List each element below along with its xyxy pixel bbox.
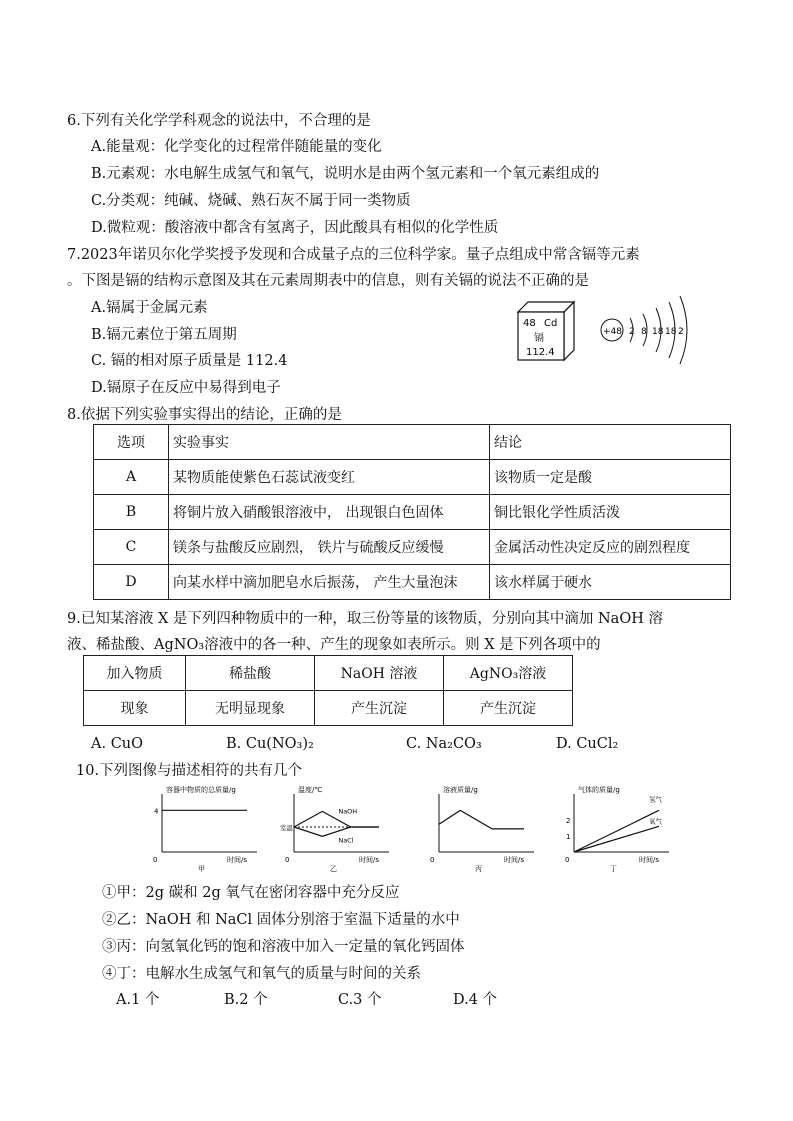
table-cell: 该物质一定是酸 bbox=[490, 460, 731, 495]
series-label: 氧气 bbox=[649, 817, 662, 826]
q9-stem-line1: 9.已知某溶液 X 是下列四种物质中的一种，取三份等量的该物质，分别向其中滴加 NaOH 溶 bbox=[67, 611, 663, 627]
y-axis-label: 容器中物质的总质量/g bbox=[166, 786, 236, 794]
table-cell: 产生沉淀 bbox=[315, 691, 444, 726]
q10-statement-3: ③丙：向氢氧化钙的饱和溶液中加入一定量的氧化钙固体 bbox=[102, 939, 465, 955]
x-axis-label: 时间/s bbox=[504, 856, 525, 864]
chart-jia bbox=[148, 782, 278, 872]
element-card bbox=[518, 302, 574, 360]
q7-option-c: C. 镉的相对原子质量是 112.4 bbox=[91, 353, 288, 369]
q6-option-d: D.微粒观：酸溶液中都含有氢离子，因此酸具有相似的化学性质 bbox=[91, 220, 499, 236]
x-axis-label: 时间/s bbox=[359, 856, 380, 864]
q6-option-b: B.元素观：水电解生成氢气和氧气，说明水是由两个氢元素和一个氧元素组成的 bbox=[91, 166, 600, 182]
table-header-row bbox=[94, 425, 731, 460]
chart-title: 丁 bbox=[610, 865, 617, 872]
origin-label: 0 bbox=[430, 856, 435, 864]
series-line bbox=[574, 826, 659, 852]
table-cell: B bbox=[94, 495, 169, 530]
q9-table bbox=[83, 655, 573, 726]
chart-yi bbox=[280, 782, 410, 872]
chart-bing bbox=[425, 782, 545, 872]
y-tick-label: 4 bbox=[154, 807, 159, 816]
cadmium-figure bbox=[510, 290, 700, 370]
table-header-row bbox=[84, 656, 573, 691]
table-row bbox=[94, 460, 731, 495]
table-cell: D bbox=[94, 565, 169, 600]
element-name: 镉 bbox=[534, 333, 544, 344]
q10-statement-1: ①甲：2g 碳和 2g 氧气在密闭容器中充分反应 bbox=[102, 885, 400, 901]
series-line bbox=[294, 827, 379, 836]
atom-shell-1: 2 bbox=[629, 327, 635, 337]
y-axis-label: 溶液质量/g bbox=[443, 786, 478, 794]
q7-option-d: D.镉原子在反应中易得到电子 bbox=[91, 380, 281, 396]
table-header-cell: 选项 bbox=[94, 425, 169, 460]
table-cell: 镁条与盐酸反应剧烈， 铁片与硫酸反应缓慢 bbox=[169, 530, 490, 565]
table-header-cell: 实验事实 bbox=[169, 425, 490, 460]
table-header-cell: NaOH 溶液 bbox=[315, 656, 444, 691]
q10-option-b: B.2 个 bbox=[224, 992, 268, 1008]
table-header-cell: 加入物质 bbox=[84, 656, 186, 691]
chart-title: 丙 bbox=[475, 865, 482, 872]
table-row bbox=[84, 691, 573, 726]
chart-title: 乙 bbox=[330, 865, 337, 872]
q9-stem-line2: 液、稀盐酸、AgNO₃溶液中的各一种、产生的现象如表所示。则 X 是下列各项中的 bbox=[67, 637, 601, 653]
series-line bbox=[574, 810, 659, 852]
q10-option-c: C.3 个 bbox=[338, 992, 382, 1008]
table-row bbox=[94, 495, 731, 530]
atom-shell-5: 2 bbox=[678, 327, 684, 337]
y-tick-label: 2 bbox=[566, 816, 571, 825]
table-header-cell: AgNO₃溶液 bbox=[444, 656, 573, 691]
atom-shell-3: 18 bbox=[652, 327, 664, 337]
series-label: 氢气 bbox=[649, 795, 662, 804]
element-number: 48 bbox=[523, 318, 536, 329]
q10-option-a: A.1 个 bbox=[116, 992, 160, 1008]
reference-label: 室温 bbox=[280, 824, 293, 832]
table-cell: 无明显现象 bbox=[186, 691, 315, 726]
y-axis-label: 气体的质量/g bbox=[578, 786, 620, 794]
atom-shell-4: 18 bbox=[665, 327, 677, 337]
table-header-cell: 结论 bbox=[490, 425, 731, 460]
chart-title: 甲 bbox=[198, 865, 205, 872]
q7-stem-line2: 。下图是镉的结构示意图及其在元素周期表中的信息，则有关镉的说法不正确的是 bbox=[67, 273, 589, 289]
series-label: NaCl bbox=[338, 836, 354, 845]
q6-option-a: A.能量观：化学变化的过程常伴随能量的变化 bbox=[91, 139, 382, 155]
table-cell: 该水样属于硬水 bbox=[490, 565, 731, 600]
origin-label: 0 bbox=[285, 856, 290, 864]
atom-nucleus: +48 bbox=[603, 327, 622, 337]
q9-option-d: D. CuCl₂ bbox=[556, 736, 619, 752]
atom-shell-2: 8 bbox=[641, 327, 647, 337]
y-axis-label: 温度/℃ bbox=[298, 786, 323, 794]
y-tick-label: 1 bbox=[566, 832, 571, 841]
table-cell: 将铜片放入硝酸银溶液中， 出现银白色固体 bbox=[169, 495, 490, 530]
table-cell: C bbox=[94, 530, 169, 565]
q7-option-b: B.镉元素位于第五周期 bbox=[91, 327, 237, 343]
table-cell: A bbox=[94, 460, 169, 495]
q10-statement-4: ④丁：电解水生成氢气和氧气的质量与时间的关系 bbox=[102, 966, 421, 982]
origin-label: 0 bbox=[565, 856, 570, 864]
table-header-cell: 稀盐酸 bbox=[186, 656, 315, 691]
q8-table bbox=[93, 424, 731, 600]
origin-label: 0 bbox=[153, 856, 158, 864]
element-symbol: Cd bbox=[544, 318, 558, 329]
table-cell: 铜比银化学性质活泼 bbox=[490, 495, 731, 530]
series-line bbox=[294, 811, 379, 827]
table-cell: 向某水样中滴加肥皂水后振荡， 产生大量泡沫 bbox=[169, 565, 490, 600]
q10-statement-2: ②乙：NaOH 和 NaCl 固体分别溶于室温下适量的水中 bbox=[102, 912, 460, 928]
series-label: NaOH bbox=[338, 807, 358, 816]
table-cell: 现象 bbox=[84, 691, 186, 726]
q6-option-c: C.分类观：纯碱、烧碱、熟石灰不属于同一类物质 bbox=[91, 193, 411, 209]
table-cell: 产生沉淀 bbox=[444, 691, 573, 726]
element-mass: 112.4 bbox=[526, 347, 555, 358]
q8-stem: 8.依据下列实验事实得出的结论，正确的是 bbox=[67, 407, 342, 423]
table-cell: 某物质能使紫色石蕊试液变红 bbox=[169, 460, 490, 495]
q9-option-c: C. Na₂CO₃ bbox=[406, 736, 482, 752]
q7-stem-line1: 7.2023年诺贝尔化学奖授予发现和合成量子点的三位科学家。量子点组成中常含镉等元素 bbox=[67, 247, 640, 263]
x-axis-label: 时间/s bbox=[227, 856, 248, 864]
q7-option-a: A.镉属于金属元素 bbox=[91, 300, 208, 316]
series-line bbox=[439, 810, 524, 829]
q10-option-d: D.4 个 bbox=[453, 992, 498, 1008]
q9-option-a: A. CuO bbox=[91, 736, 144, 752]
atom-structure bbox=[601, 296, 687, 364]
chart-ding bbox=[560, 782, 680, 872]
q9-option-b: B. Cu(NO₃)₂ bbox=[226, 736, 314, 752]
q10-stem: 10.下列图像与描述相符的共有几个 bbox=[76, 763, 303, 779]
table-cell: 金属活动性决定反应的剧烈程度 bbox=[490, 530, 731, 565]
q6-stem: 6.下列有关化学学科观念的说法中，不合理的是 bbox=[67, 113, 371, 129]
table-row bbox=[94, 530, 731, 565]
x-axis-label: 时间/s bbox=[639, 856, 660, 864]
table-row bbox=[94, 565, 731, 600]
